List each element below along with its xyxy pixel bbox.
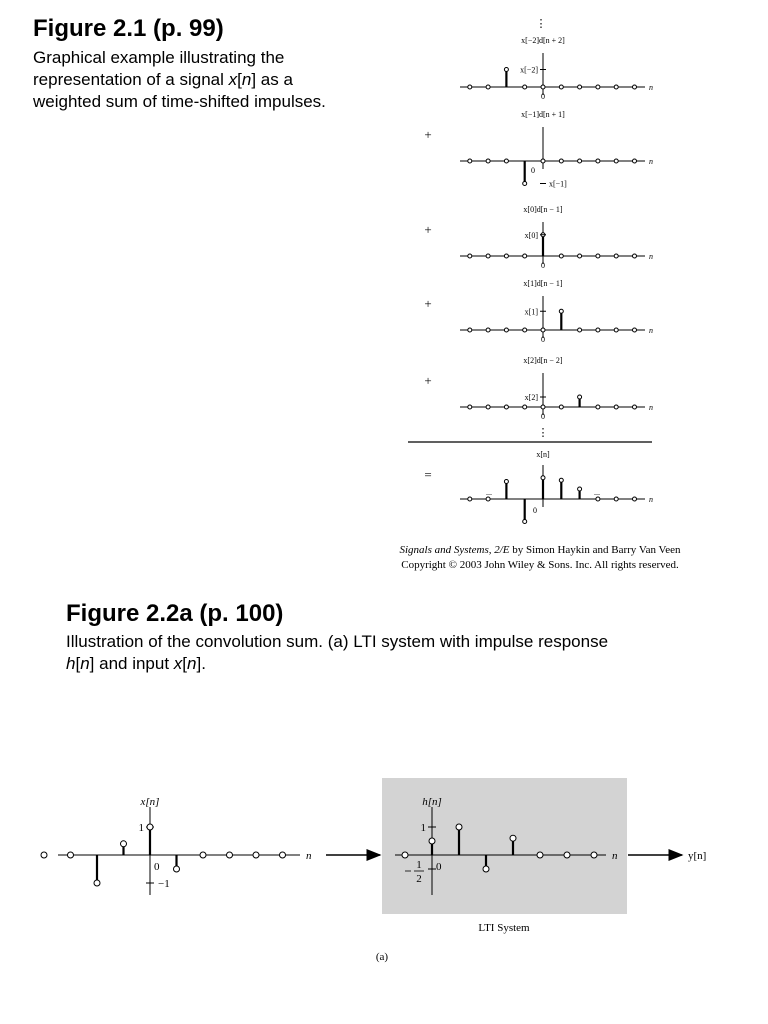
zero-sample bbox=[633, 328, 637, 332]
plus-operator: + bbox=[424, 127, 432, 142]
zero-sample bbox=[486, 254, 490, 258]
right-ellipsis: ... bbox=[594, 488, 600, 497]
impulse-tip bbox=[578, 487, 582, 491]
sample-marker bbox=[41, 852, 47, 858]
impulse-tip bbox=[523, 182, 527, 186]
origin-label: 0 bbox=[541, 335, 545, 344]
panel-label: x[1]d[n − 1] bbox=[523, 279, 563, 288]
amplitude-label: x[1] bbox=[524, 307, 538, 317]
zero-sample bbox=[596, 159, 600, 163]
copyright-line: Copyright © 2003 John Wiley & Sons. Inc. All rights reserved. bbox=[401, 559, 679, 571]
plus-operator: + bbox=[424, 296, 432, 311]
caption-var: n bbox=[241, 70, 252, 89]
caption-text: ]. bbox=[196, 654, 206, 673]
left-ellipsis: ... bbox=[486, 488, 492, 497]
origin-label: 0 bbox=[541, 412, 545, 421]
zero-sample bbox=[559, 159, 563, 163]
sample-marker bbox=[429, 838, 435, 844]
origin-label: 0 bbox=[541, 92, 545, 101]
zero-sample bbox=[633, 85, 637, 89]
zero-sample bbox=[614, 328, 618, 332]
impulse-tip bbox=[504, 68, 508, 72]
book-title: Signals and Systems, 2/E bbox=[399, 544, 510, 556]
impulse-tip bbox=[504, 480, 508, 484]
sum-panel-label: x[n] bbox=[536, 450, 550, 459]
caption-text: ] and input bbox=[89, 654, 174, 673]
zero-sample bbox=[486, 328, 490, 332]
panel-label: x[0]d[n − 1] bbox=[523, 205, 563, 214]
sample-marker bbox=[94, 880, 100, 886]
zero-sample bbox=[468, 497, 472, 501]
caption-text: ] as a weighted sum of time-shifted impulses. bbox=[33, 70, 326, 111]
equals-operator: = bbox=[424, 467, 432, 482]
bottom-ellipsis: ⋮ bbox=[537, 427, 549, 439]
panel-label: x[−1]d[n + 1] bbox=[521, 110, 565, 119]
plot-title: h[n] bbox=[422, 796, 442, 808]
caption-var: x bbox=[228, 70, 238, 89]
sample-marker bbox=[537, 852, 543, 858]
zero-sample bbox=[504, 405, 508, 409]
axis-var-label: n bbox=[612, 850, 618, 862]
zero-sample bbox=[596, 328, 600, 332]
sample-marker bbox=[147, 824, 153, 830]
subfigure-label: (a) bbox=[375, 951, 389, 963]
zero-sample bbox=[541, 328, 545, 332]
lti-system-figure bbox=[0, 724, 768, 1024]
origin-label: 0 bbox=[436, 861, 442, 873]
zero-sample bbox=[541, 405, 545, 409]
sample-marker bbox=[564, 852, 570, 858]
zero-sample bbox=[468, 159, 472, 163]
impulse-tip bbox=[578, 395, 582, 399]
caption-var: x bbox=[173, 654, 183, 673]
impulse-tip bbox=[559, 478, 563, 482]
tick-label-half-denominator: 2 bbox=[416, 873, 422, 885]
zero-sample bbox=[523, 85, 527, 89]
zero-sample bbox=[523, 254, 527, 258]
axis-var-label: n bbox=[649, 157, 653, 166]
origin-label: 0 bbox=[531, 166, 535, 175]
zero-sample bbox=[541, 85, 545, 89]
caption-var: n bbox=[80, 654, 90, 673]
figure-2-2a-caption bbox=[66, 631, 726, 675]
credit-authors: by Simon Haykin and Barry Van Veen bbox=[509, 544, 681, 556]
sample-marker bbox=[402, 852, 408, 858]
zero-sample bbox=[596, 405, 600, 409]
figure-2-1-title: Figure 2.1 (p. 99) bbox=[33, 15, 224, 42]
sample-marker bbox=[121, 841, 127, 847]
zero-sample bbox=[633, 405, 637, 409]
zero-sample bbox=[614, 159, 618, 163]
zero-sample bbox=[633, 254, 637, 258]
top-ellipsis: ⋮ bbox=[535, 18, 547, 30]
amplitude-label: x[−2] bbox=[520, 65, 538, 75]
tick-label-half-numerator: 1 bbox=[416, 859, 422, 871]
zero-sample bbox=[468, 254, 472, 258]
sample-marker bbox=[483, 866, 489, 872]
output-label: y[n] bbox=[688, 850, 707, 862]
zero-sample bbox=[578, 159, 582, 163]
zero-sample bbox=[596, 254, 600, 258]
zero-sample bbox=[614, 85, 618, 89]
axis-var-label: n bbox=[649, 403, 653, 412]
caption-text: [ bbox=[182, 654, 188, 673]
zero-sample bbox=[559, 85, 563, 89]
zero-sample bbox=[633, 159, 637, 163]
zero-sample bbox=[578, 254, 582, 258]
origin-label: 0 bbox=[541, 261, 545, 270]
figure-credit bbox=[360, 543, 720, 573]
zero-sample bbox=[614, 254, 618, 258]
tick-label-one: 1 bbox=[138, 822, 144, 834]
axis-var-label: n bbox=[306, 850, 312, 862]
zero-sample bbox=[633, 497, 637, 501]
zero-sample bbox=[486, 405, 490, 409]
amplitude-label: x[0] bbox=[524, 230, 538, 240]
origin-label: 0 bbox=[154, 861, 160, 873]
caption-var: n bbox=[187, 654, 197, 673]
zero-sample bbox=[486, 497, 490, 501]
zero-sample bbox=[523, 328, 527, 332]
zero-sample bbox=[559, 254, 563, 258]
zero-sample bbox=[504, 254, 508, 258]
zero-sample bbox=[504, 328, 508, 332]
zero-sample bbox=[578, 328, 582, 332]
zero-sample bbox=[523, 405, 527, 409]
plus-operator: + bbox=[424, 373, 432, 388]
zero-sample bbox=[468, 328, 472, 332]
axis-var-label: n bbox=[649, 83, 653, 92]
impulse-tip bbox=[559, 309, 563, 313]
sample-marker bbox=[174, 866, 180, 872]
impulse-tip bbox=[541, 476, 545, 480]
impulse-tip bbox=[523, 520, 527, 524]
amplitude-label: x[2] bbox=[524, 393, 538, 402]
tick-label-minus-one: −1 bbox=[158, 878, 170, 890]
sample-marker bbox=[510, 835, 516, 841]
plus-operator: + bbox=[424, 222, 432, 237]
zero-sample bbox=[486, 159, 490, 163]
tick-label-one: 1 bbox=[420, 822, 426, 834]
sample-marker bbox=[456, 824, 462, 830]
panel-label: x[−2]d[n + 2] bbox=[521, 36, 565, 45]
zero-sample bbox=[486, 85, 490, 89]
sample-marker bbox=[227, 852, 233, 858]
zero-sample bbox=[468, 85, 472, 89]
axis-var-label: n bbox=[649, 495, 653, 504]
input-signal-plot bbox=[41, 796, 312, 895]
sample-marker bbox=[280, 852, 286, 858]
lti-system-box bbox=[382, 778, 627, 914]
panel-label: x[2]d[n − 2] bbox=[523, 356, 563, 365]
figure-2-2a-title: Figure 2.2a (p. 100) bbox=[66, 600, 284, 627]
zero-sample bbox=[596, 85, 600, 89]
caption-text: [ bbox=[237, 70, 242, 89]
panel-group bbox=[424, 18, 653, 524]
lti-system-label: LTI System bbox=[478, 922, 530, 934]
zero-sample bbox=[578, 85, 582, 89]
zero-sample bbox=[614, 405, 618, 409]
sample-marker bbox=[253, 852, 259, 858]
zero-sample bbox=[559, 405, 563, 409]
caption-var: h bbox=[66, 654, 76, 673]
caption-text: Graphical example illustrating the representation of a signal bbox=[33, 48, 285, 89]
axis-var-label: n bbox=[649, 326, 653, 335]
caption-text: [ bbox=[75, 654, 81, 673]
sample-marker bbox=[200, 852, 206, 858]
sample-marker bbox=[591, 852, 597, 858]
amplitude-label: x[−1] bbox=[549, 179, 567, 189]
zero-sample bbox=[504, 159, 508, 163]
zero-sample bbox=[541, 159, 545, 163]
caption-text: Illustration of the convolution sum. (a) LTI system with impulse response bbox=[66, 632, 609, 651]
plot-title: x[n] bbox=[140, 796, 160, 808]
zero-sample bbox=[596, 497, 600, 501]
zero-sample bbox=[614, 497, 618, 501]
axis-var-label: n bbox=[649, 252, 653, 261]
origin-label: 0 bbox=[533, 506, 537, 515]
zero-sample bbox=[468, 405, 472, 409]
sample-marker bbox=[68, 852, 74, 858]
